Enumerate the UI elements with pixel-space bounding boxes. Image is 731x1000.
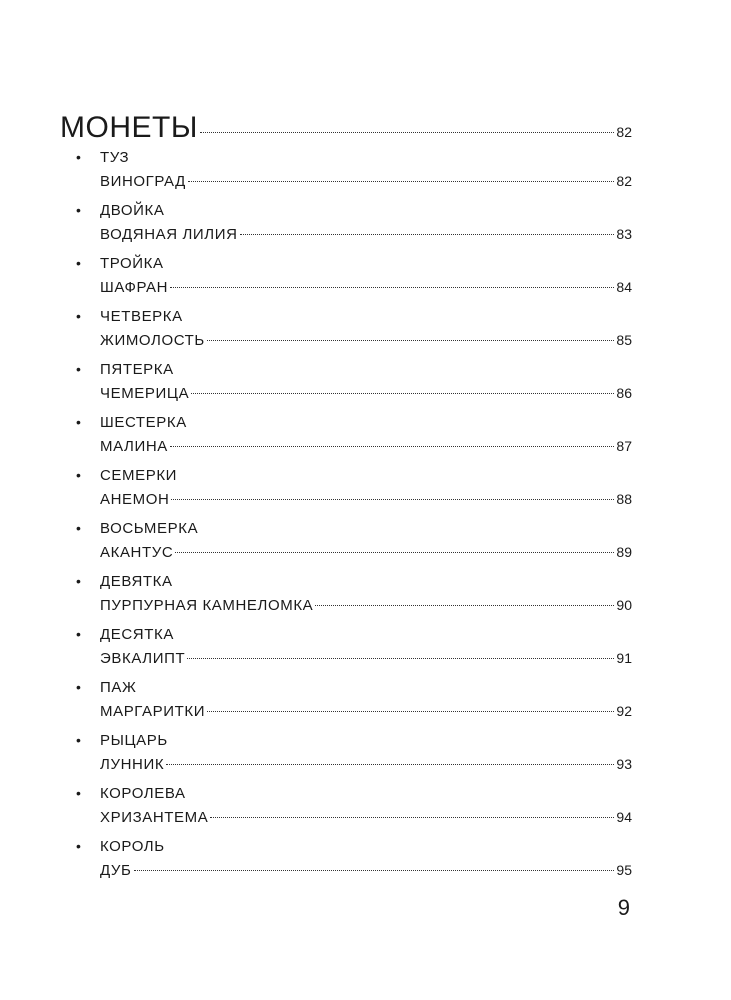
toc-entry <box>60 626 632 679</box>
toc-entry <box>60 361 632 414</box>
bullet-icon: • <box>76 785 81 801</box>
entry-card-title: ШЕСТЕРКА <box>100 414 187 431</box>
entry-page-number: 95 <box>616 862 632 878</box>
dot-leader <box>207 711 614 712</box>
entry-name: ЖИМОЛОСТЬ <box>100 332 205 349</box>
entry-page-number: 89 <box>616 544 632 560</box>
entry-card-title: СЕМЕРКИ <box>100 467 178 484</box>
toc-entry <box>60 255 632 308</box>
toc-entry <box>60 679 632 732</box>
entry-card-title: КОРОЛЬ <box>100 838 165 855</box>
entry-page-number: 93 <box>616 756 632 772</box>
entry-card-title: ДЕСЯТКА <box>100 626 174 643</box>
bullet-icon: • <box>76 626 81 642</box>
bullet-icon: • <box>76 520 81 536</box>
entry-name: АНЕМОН <box>100 491 170 508</box>
entry-name: МАРГАРИТКИ <box>100 703 206 720</box>
page-folio-number: 9 <box>617 895 630 920</box>
section-heading-row <box>60 111 632 149</box>
toc-entry <box>60 202 632 255</box>
section-page-number: 82 <box>616 124 632 140</box>
entry-name: ПУРПУРНАЯ КАМНЕЛОМКА <box>100 597 314 614</box>
bullet-icon: • <box>76 202 81 218</box>
dot-leader <box>188 181 615 182</box>
entry-name: ВОДЯНАЯ ЛИЛИЯ <box>100 226 238 243</box>
entry-name: ЧЕМЕРИЦА <box>100 385 190 402</box>
dot-leader <box>170 446 615 447</box>
table-of-contents <box>60 111 632 891</box>
dot-leader <box>315 605 614 606</box>
bullet-icon: • <box>76 414 81 430</box>
entry-name: АКАНТУС <box>100 544 174 561</box>
entry-card-title: ВОСЬМЕРКА <box>100 520 199 537</box>
entry-page-number: 87 <box>616 438 632 454</box>
bullet-icon: • <box>76 732 81 748</box>
toc-entry <box>60 732 632 785</box>
bullet-icon: • <box>76 361 81 377</box>
entry-page-number: 92 <box>616 703 632 719</box>
entry-page-number: 86 <box>616 385 632 401</box>
dot-leader <box>207 340 615 341</box>
entry-page-number: 85 <box>616 332 632 348</box>
entry-name: ДУБ <box>100 862 132 879</box>
bullet-icon: • <box>76 308 81 324</box>
toc-entry <box>60 308 632 361</box>
entry-card-title: ЧЕТВЕРКА <box>100 308 183 325</box>
entry-name: ЛУННИК <box>100 756 165 773</box>
entry-page-number: 83 <box>616 226 632 242</box>
entry-card-title: ПЯТЕРКА <box>100 361 174 378</box>
dot-leader <box>134 870 615 871</box>
toc-entry <box>60 573 632 626</box>
entry-card-title: КОРОЛЕВА <box>100 785 186 802</box>
toc-entry <box>60 467 632 520</box>
toc-entry <box>60 520 632 573</box>
toc-entry <box>60 149 632 202</box>
dot-leader <box>240 234 615 235</box>
bullet-icon: • <box>76 467 81 483</box>
entry-name: ХРИЗАНТЕМА <box>100 809 209 826</box>
dot-leader <box>166 764 614 765</box>
entry-card-title: ДЕВЯТКА <box>100 573 173 590</box>
entry-name: ШАФРАН <box>100 279 169 296</box>
entry-page-number: 82 <box>616 173 632 189</box>
entry-card-title: ПАЖ <box>100 679 137 696</box>
entry-page-number: 84 <box>616 279 632 295</box>
entry-name: ВИНОГРАД <box>100 173 186 190</box>
entry-name: ЭВКАЛИПТ <box>100 650 186 667</box>
entry-card-title: ТУЗ <box>100 149 130 166</box>
dot-leader <box>210 817 614 818</box>
entry-card-title: РЫЦАРЬ <box>100 732 168 749</box>
bullet-icon: • <box>76 679 81 695</box>
entry-page-number: 88 <box>616 491 632 507</box>
toc-entry <box>60 838 632 891</box>
bullet-icon: • <box>76 255 81 271</box>
section-title: МОНЕТЫ <box>60 111 198 144</box>
dot-leader <box>191 393 614 394</box>
entry-page-number: 90 <box>616 597 632 613</box>
dot-leader <box>170 287 614 288</box>
entry-card-title: ДВОЙКА <box>100 202 165 219</box>
toc-entry <box>60 785 632 838</box>
bullet-icon: • <box>76 838 81 854</box>
entry-page-number: 94 <box>616 809 632 825</box>
entry-page-number: 91 <box>616 650 632 666</box>
entry-card-title: ТРОЙКА <box>100 255 164 272</box>
bullet-icon: • <box>76 573 81 589</box>
entry-name: МАЛИНА <box>100 438 168 455</box>
bullet-icon: • <box>76 149 81 165</box>
dot-leader <box>200 132 615 133</box>
dot-leader <box>171 499 614 500</box>
dot-leader <box>175 552 614 553</box>
dot-leader <box>187 658 614 659</box>
toc-entry <box>60 414 632 467</box>
